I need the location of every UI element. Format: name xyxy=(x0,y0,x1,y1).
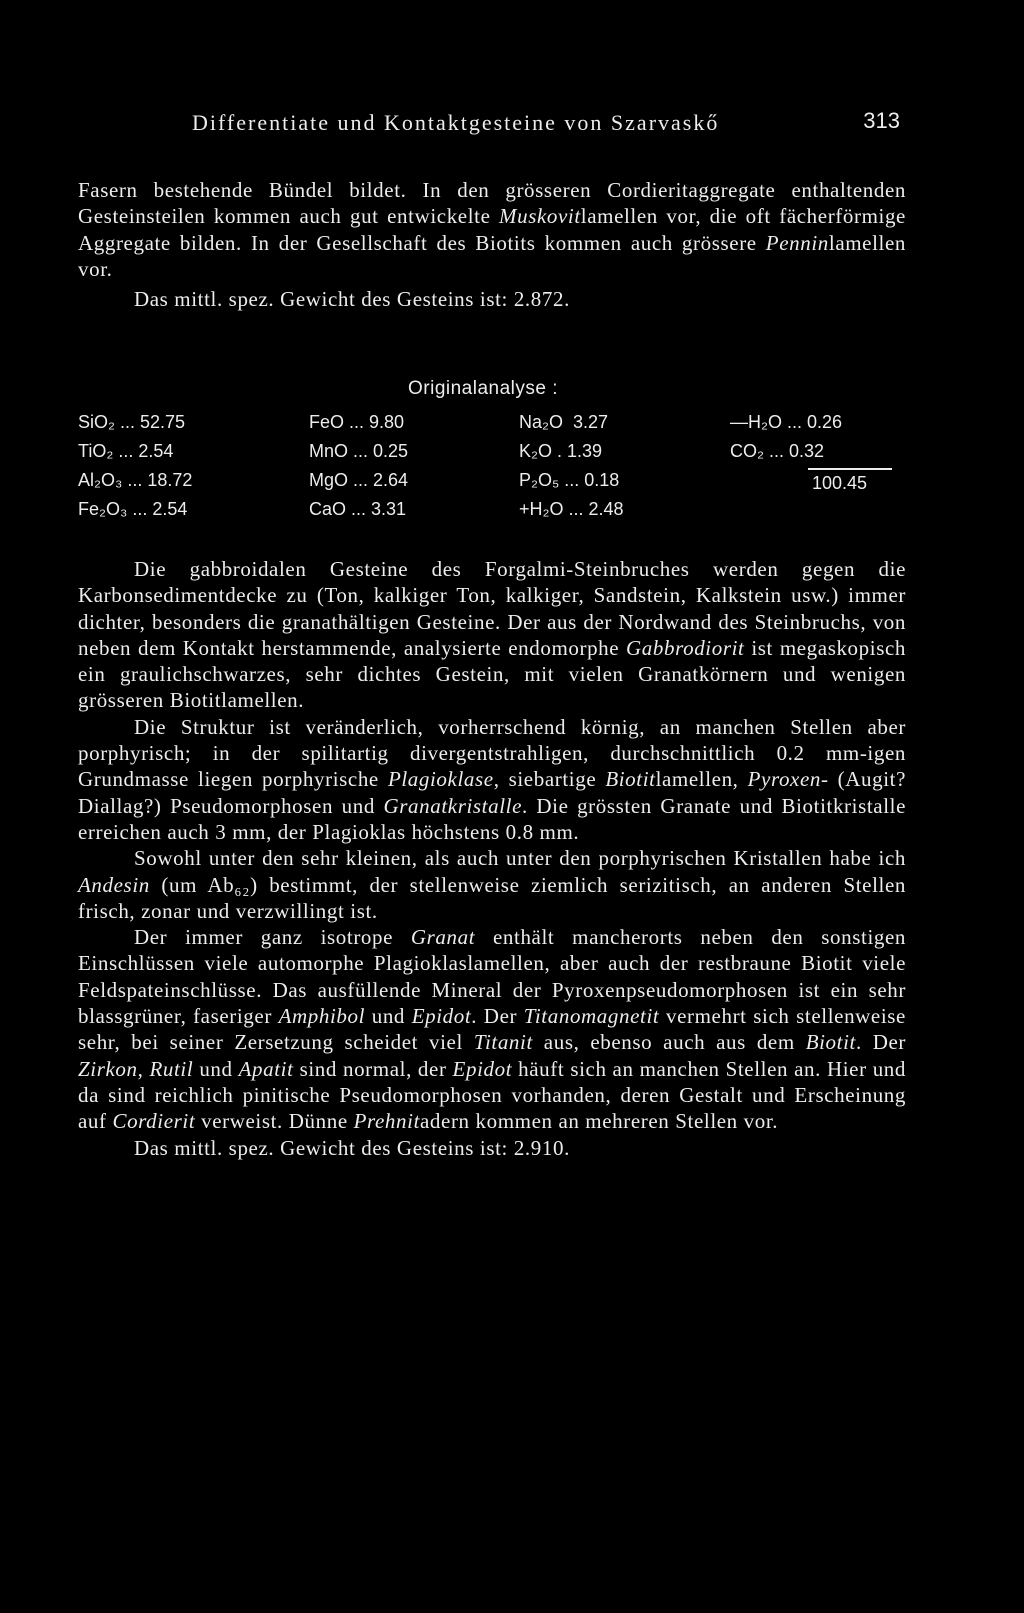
page-number: 313 xyxy=(863,108,900,133)
mineral-term: Amphibol xyxy=(278,1004,366,1029)
mineral-term: Granatkristalle xyxy=(383,793,522,818)
paragraph-continued: Fasern bestehende Bündel bildet. In den grösseren Cordieritaggregate enthaltenden Gesteinsteilen kommen auch gut entwickelte Muskovitlamellen vor, die oft fächerförmige Aggregate bilden. In der Gesellschaft des Biotits kommen auch grössere Penninlamellen vor. xyxy=(78,178,906,281)
mineral-term: Granat xyxy=(410,925,476,950)
paragraph: Der immer ganz isotrope Granat enthält mancherorts neben den sonstigen Einschlüssen viele automorphe Plagioklaslamellen, aber auch der restbraune Biotit viele Feldspateinschlüsse. Das ausfüllende Mineral der Pyroxenpseudomorphosen ist ein sehr blassgrüner, faseriger Amphibol und Epidot. Der Titanomagnetit vermehrt sich stellenweise sehr, bei seiner Zersetzung scheidet viel Titanit aus, ebenso auch aus dem Biotit. Der Zirkon, Rutil und Apatit sind normal, der Epidot häuft sich an manchen Stellen an. Hier und da sind reichlich pinitische Pseudomorphosen vorhanden, deren Gestalt und Erscheinung auf Cordierit verweist. Dünne Prehnitadern kommen an mehreren Stellen vor. xyxy=(78,925,907,1134)
mineral-term: Muskovit xyxy=(499,204,581,229)
mineral-term: Rutil xyxy=(149,1056,194,1081)
analysis-entry: SiO₂ ... 52.75 xyxy=(78,412,186,432)
analysis-entry: CO₂ ... 0.32 xyxy=(730,441,825,461)
mineral-term: Titanomagnetit xyxy=(523,1004,660,1029)
mineral-term: Cordierit xyxy=(112,1109,196,1134)
analysis-entry: K₂O . 1.39 xyxy=(519,441,603,461)
analysis-entry: +H₂O ... 2.48 xyxy=(519,499,624,519)
analysis-entry: Al₂O₃ ... 18.72 xyxy=(78,470,193,490)
mineral-term: Biotit xyxy=(805,1030,856,1055)
rock-term: Gabbrodiorit xyxy=(626,635,745,660)
analysis-entry: P₂O₅ ... 0.18 xyxy=(519,470,620,490)
mineral-term: Pyroxen- xyxy=(747,767,829,792)
specific-gravity-line: Das mittl. spez. Gewicht des Gesteins ist: 2.910. xyxy=(134,1135,570,1160)
analysis-entry: MgO ... 2.64 xyxy=(309,470,409,490)
analysis-title: Originalanalyse : xyxy=(408,378,559,399)
mineral-term: Apatit xyxy=(238,1056,294,1081)
sum-rule xyxy=(808,468,892,470)
analysis-entry: MnO ... 0.25 xyxy=(309,441,409,461)
mineral-term: Zirkon xyxy=(78,1056,138,1081)
paragraph: Die Struktur ist veränderlich, vorherrschend körnig, an manchen Stellen aber porphyrisch; in der spilitartig divergentstrahligen, durchschnittlich 0.2 mm-igen Grundmasse liegen porphyrische Plagioklase, siebartige Biotitlamellen, Pyroxen- (Augit? Diallag?) Pseudomorphosen und Granatkristalle. Die grössten Granate und Biotitkristalle erreichen auch 3 mm, der Plagioklas höchstens 0.8 mm. xyxy=(78,714,907,844)
mineral-term: Plagioklase xyxy=(387,767,494,792)
analysis-entry: CaO ... 3.31 xyxy=(309,499,407,519)
mineral-term: Andesin xyxy=(78,872,150,897)
analysis-table xyxy=(78,378,908,528)
mineral-term: Prehnit xyxy=(353,1109,421,1134)
analysis-entry: TiO₂ ... 2.54 xyxy=(78,441,174,461)
analysis-entry: —H₂O ... 0.26 xyxy=(730,412,843,432)
top-text-block xyxy=(78,177,906,312)
mineral-term: Epidot xyxy=(411,1004,472,1029)
paragraph: Die gabbroidalen Gesteine des Forgalmi-Steinbruches werden gegen die Karbonsedimentdecke zu (Ton, kalkiger Ton, kalkiger, Sandstein, Kalkstein usw.) immer dichter, besonders die granathältigen Gesteine. Der aus der Nordwand des Steinbruchs, von neben dem Kontakt herstammende, analysierte endomorphe Gabbrodiorit ist megaskopisch ein graulichschwarzes, sehr dichtes Gestein, mit vielen Granatkörnern und wenigen grösseren Biotitlamellen. xyxy=(78,557,906,713)
running-title: Differentiate und Kontaktgesteine von Szarvaskő xyxy=(192,110,720,135)
analysis-entry: Na₂O 3.27 xyxy=(519,412,609,432)
mineral-term: Titanit xyxy=(473,1030,533,1055)
page-header xyxy=(140,100,900,140)
mineral-term: Biotit xyxy=(605,767,656,792)
paragraph: Sowohl unter den sehr kleinen, als auch unter den porphyrischen Kristallen habe ich Andesin (um Ab₆₂) bestimmt, der stellenweise ziemlich serizitisch, an anderen Stellen frisch, zonar und verzwillingt ist. xyxy=(78,846,906,923)
mineral-term: Pennin xyxy=(765,230,829,255)
specific-gravity-line: Das mittl. spez. Gewicht des Gesteins ist: 2.872. xyxy=(134,287,570,312)
analysis-total: 100.45 xyxy=(812,473,868,493)
analysis-entry: Fe₂O₃ ... 2.54 xyxy=(78,499,188,519)
mineral-term: Epidot xyxy=(452,1056,513,1081)
main-text-block xyxy=(78,556,906,1161)
analysis-entry: FeO ... 9.80 xyxy=(309,412,405,432)
